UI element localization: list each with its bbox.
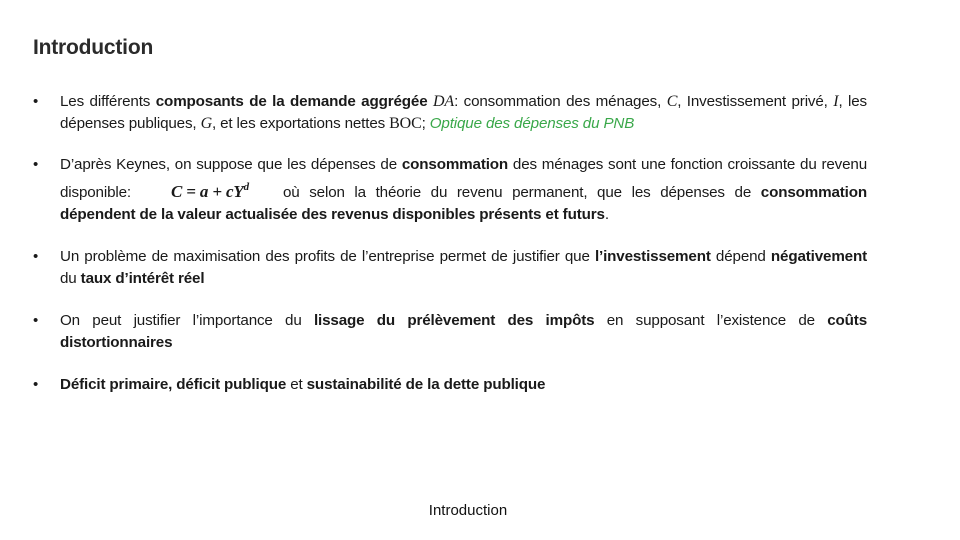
bold-text: taux d’intérêt réel bbox=[80, 270, 205, 287]
bullet-marker: • bbox=[33, 376, 39, 393]
bullet-investment bbox=[33, 246, 867, 290]
text: , les dépenses publiques, bbox=[60, 93, 867, 132]
text: dépend bbox=[710, 248, 771, 265]
text: où selon la théorie du revenu permanent, que les dépenses de bbox=[282, 184, 761, 201]
bullet-keynes-consumption bbox=[33, 154, 867, 226]
text: D’après Keynes, on suppose que bbox=[60, 156, 288, 173]
text: . bbox=[604, 206, 609, 223]
bold-text: l’investissement bbox=[594, 248, 711, 265]
bullet-public-deficit bbox=[33, 374, 867, 396]
formula-main: C = a + cY bbox=[170, 182, 244, 201]
footer-label: Introduction bbox=[428, 502, 508, 519]
text: , et les exportations nettes bbox=[211, 115, 390, 132]
bullet-marker: • bbox=[33, 156, 39, 173]
bold-text: consommation dépendent de la valeur actualisée des revenus disponibles présents et futurs bbox=[60, 184, 867, 223]
bold-text: négativement bbox=[770, 248, 868, 265]
math-symbol: BOC bbox=[389, 115, 422, 132]
text: du bbox=[60, 270, 81, 287]
consumption-formula bbox=[171, 176, 249, 203]
bold-text: coûts distortionnaires bbox=[60, 312, 868, 351]
text: ; bbox=[421, 115, 430, 132]
text: les dépenses de bbox=[287, 156, 402, 173]
text: des ménages sont une fonction croissante du revenu disponible: bbox=[60, 156, 868, 201]
bullet-marker: • bbox=[33, 248, 39, 265]
bold-text: sustainabilité de la dette publique bbox=[306, 376, 546, 393]
text: en supposant l’existence de bbox=[594, 312, 828, 329]
text: Les différents bbox=[60, 93, 156, 110]
math-symbol: G bbox=[200, 115, 212, 132]
text: et bbox=[286, 376, 307, 393]
bullet-tax-smoothing bbox=[33, 310, 867, 354]
formula-superscript: d bbox=[243, 181, 249, 193]
text: : consommation des ménages, bbox=[454, 93, 667, 110]
bold-text: lissage du prélèvement des impôts bbox=[313, 312, 595, 329]
slide-title: Introduction bbox=[33, 36, 154, 59]
bold-text: composants de la demande aggrégée bbox=[155, 93, 428, 110]
math-symbol: DA bbox=[433, 93, 455, 110]
bullet-aggregate-demand bbox=[33, 91, 867, 135]
bullet-marker: • bbox=[33, 93, 39, 110]
text: , Investissement privé, bbox=[677, 93, 834, 110]
accent-text: Optique des dépenses du PNB bbox=[429, 115, 635, 132]
bullet-marker: • bbox=[33, 312, 39, 329]
math-symbol: C bbox=[666, 93, 678, 110]
math-symbol: I bbox=[833, 93, 839, 110]
text: On peut justifier l’importance du bbox=[60, 312, 314, 329]
bold-text: consommation bbox=[401, 156, 509, 173]
bullet-list bbox=[33, 91, 867, 396]
bold-text: Déficit primaire, déficit publique bbox=[60, 376, 287, 393]
text: Un problème de maximisation des profits de l’entreprise permet de justifier que bbox=[60, 248, 595, 265]
